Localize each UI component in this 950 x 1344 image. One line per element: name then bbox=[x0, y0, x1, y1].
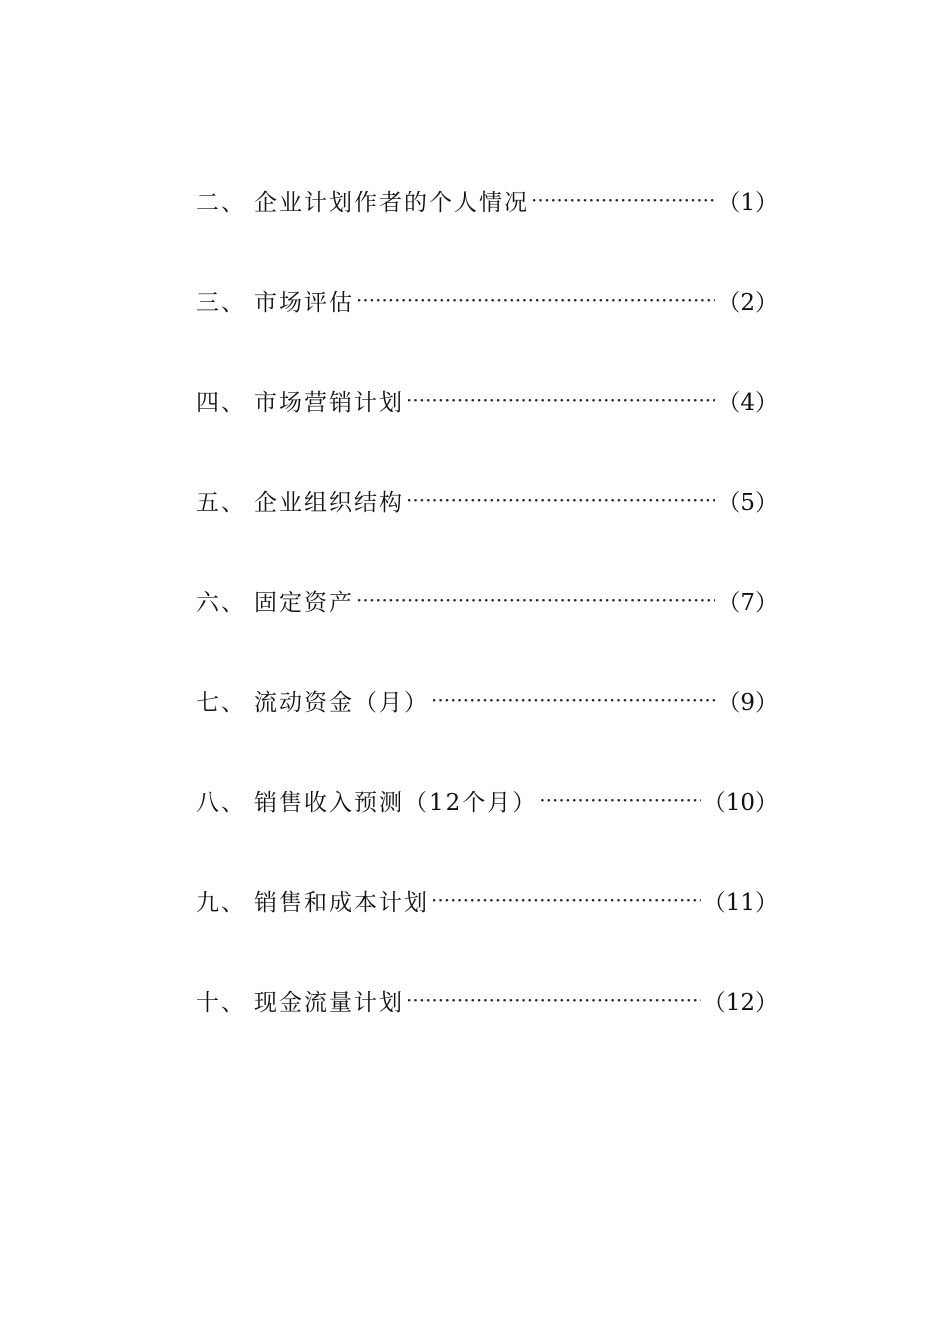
toc-leader-dots bbox=[539, 788, 700, 812]
toc-entry-page: （1） bbox=[717, 189, 778, 216]
toc-leader-dots bbox=[531, 188, 715, 212]
toc-leader-dots bbox=[356, 588, 715, 612]
toc-entry-5[interactable] bbox=[196, 480, 778, 520]
toc-entry-7[interactable] bbox=[196, 680, 778, 720]
toc-entry-title: 固定资产 bbox=[254, 589, 354, 616]
toc-entry-title: 流动资金（月） bbox=[254, 689, 429, 716]
toc-entry-title: 市场营销计划 bbox=[254, 389, 404, 416]
toc-entry-6[interactable] bbox=[196, 580, 778, 620]
toc-entry-number: 九、 bbox=[196, 889, 246, 916]
toc-entry-number: 七、 bbox=[196, 689, 246, 716]
toc-entry-8[interactable] bbox=[196, 780, 778, 820]
toc-entry-page: （7） bbox=[717, 589, 778, 616]
toc-leader-dots bbox=[406, 488, 715, 512]
toc-entry-number: 六、 bbox=[196, 589, 246, 616]
toc-entry-number: 五、 bbox=[196, 489, 246, 516]
toc-entry-page: （12） bbox=[702, 989, 778, 1016]
toc-entry-title: 企业组织结构 bbox=[254, 489, 404, 516]
toc-entry-page: （10） bbox=[702, 789, 778, 816]
toc-entry-9[interactable] bbox=[196, 880, 778, 920]
toc-leader-dots bbox=[431, 688, 715, 712]
toc-entry-title: 现金流量计划 bbox=[254, 989, 404, 1016]
toc-leader-dots bbox=[356, 288, 715, 312]
toc-entry-number: 四、 bbox=[196, 389, 246, 416]
toc-entry-title: 市场评估 bbox=[254, 289, 354, 316]
toc-leader-dots bbox=[431, 888, 701, 912]
toc-entry-page: （9） bbox=[717, 689, 778, 716]
toc-entry-title: 销售收入预测（12个月） bbox=[254, 789, 538, 816]
toc-entry-number: 三、 bbox=[196, 289, 246, 316]
toc-entry-2[interactable] bbox=[196, 180, 778, 220]
toc-entry-title: 销售和成本计划 bbox=[254, 889, 429, 916]
toc-entry-3[interactable] bbox=[196, 280, 778, 320]
toc-entry-page: （4） bbox=[717, 389, 778, 416]
table-of-contents bbox=[196, 180, 778, 1080]
toc-leader-dots bbox=[406, 988, 701, 1012]
toc-entry-page: （2） bbox=[717, 289, 778, 316]
toc-entry-number: 十、 bbox=[196, 989, 246, 1016]
toc-entry-number: 八、 bbox=[196, 789, 246, 816]
toc-entry-4[interactable] bbox=[196, 380, 778, 420]
toc-leader-dots bbox=[406, 388, 715, 412]
toc-entry-page: （11） bbox=[702, 889, 778, 916]
toc-entry-page: （5） bbox=[717, 489, 778, 516]
toc-entry-number: 二、 bbox=[196, 189, 246, 216]
toc-entry-10[interactable] bbox=[196, 980, 778, 1020]
toc-entry-title: 企业计划作者的个人情况 bbox=[254, 189, 529, 216]
